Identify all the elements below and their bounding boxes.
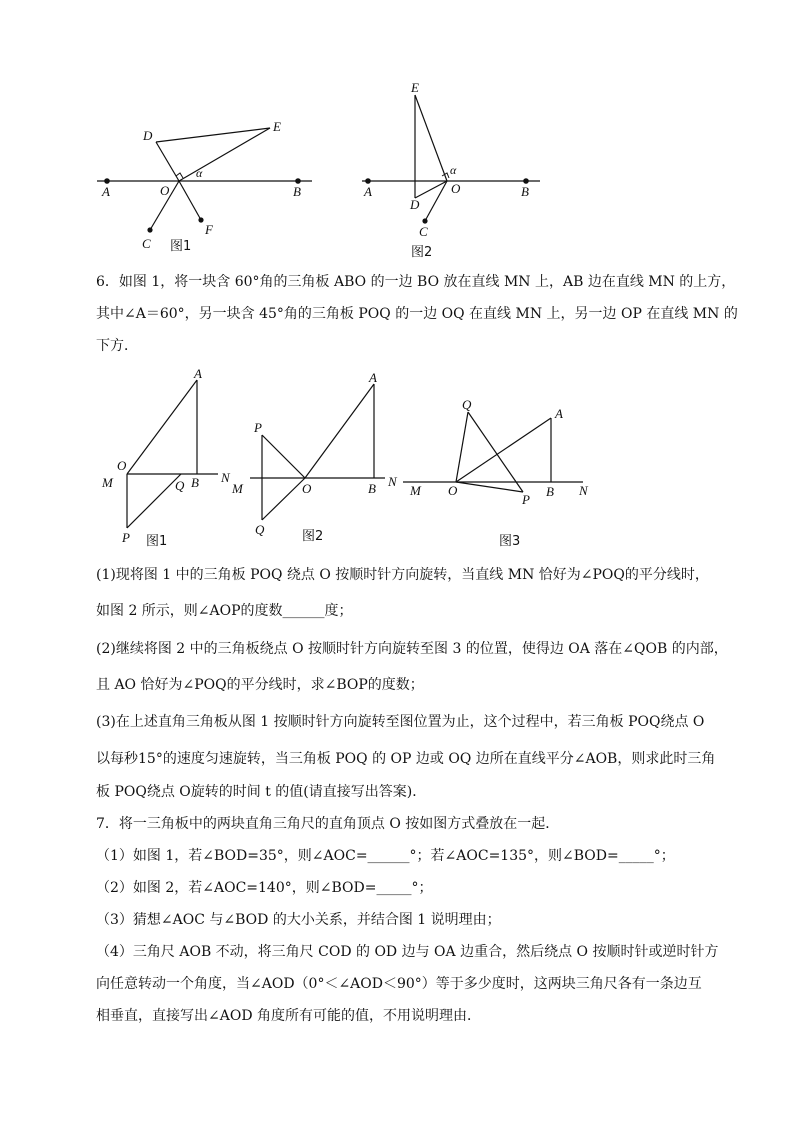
q6-line-2: 其中∠A＝60°，另一块含 45°角的三角板 POQ 的一边 OQ 在直线 MN 上，另一边 OP 在直线 MN 的 (96, 306, 738, 322)
point-c (147, 227, 152, 232)
top-figure-1 (97, 119, 312, 254)
q6-sub2-line-1: (2)继续将图 2 中的三角板绕点 O 按顺时针方向旋转至图 3 的位置，使得边 OA 落在∠QOB 的内部， (96, 641, 728, 657)
label-o: O (160, 183, 170, 198)
q6-figures (0, 362, 794, 552)
label-a: A (555, 406, 563, 421)
label-m: M (102, 475, 113, 490)
label-b: B (191, 475, 199, 490)
label-d: D (143, 128, 153, 143)
figure-caption: 图3 (499, 534, 521, 549)
q7-sub2: （2）如图 2，若∠AOC=140°，则∠BOD=_____°； (96, 880, 433, 896)
label-e: E (273, 119, 281, 134)
q6-sub3-line-2: 以每秒15°的速度匀速旋转，当三角板 POQ 的 OP 边或 OQ 边所在直线平分∠AOB，则求此时三角 (96, 751, 716, 767)
label-a: A (194, 366, 202, 381)
q6-line-3: 下方． (96, 338, 138, 354)
label-b: B (368, 481, 376, 496)
label-o: O (117, 458, 127, 473)
point-b (295, 178, 301, 184)
q7-sub1: （1）如图 1，若∠BOD=35°，则∠AOC=______°；若∠AOC=135°，则∠BOD=_____°； (96, 848, 675, 864)
point-c (422, 218, 427, 223)
label-a: A (364, 184, 372, 199)
label-a: A (369, 370, 377, 385)
label-b: B (521, 184, 529, 199)
q6-sub3-line-3: 板 POQ绕点 O旋转的时间 t 的值(请直接写出答案)． (96, 784, 427, 800)
q7-sub4-line-2: 向任意转动一个角度，当∠AOD（0°＜∠AOD＜90°）等于多少度时，这两块三角尺各有一条边互 (96, 976, 702, 992)
q6-figure-2 (231, 370, 398, 544)
q6-sub3-line-1: (3)在上述直角三角板从图 1 按顺时针方向旋转至图位置为止，这个过程中，若三角板 POQ绕点 O (96, 714, 705, 730)
label-alpha: α (196, 166, 203, 180)
label-p: P (122, 530, 130, 545)
q6-sub1-line-1: (1)现将图 1 中的三角板 POQ 绕点 O 按顺时针方向旋转，当直线 MN 恰好为∠POQ的平分线时， (96, 567, 709, 583)
label-c: C (419, 224, 428, 239)
label-o: O (302, 481, 312, 496)
label-p: P (522, 492, 530, 507)
q6-sub1-line-2: 如图 2 所示，则∠AOP的度数______度； (96, 603, 353, 619)
label-p: P (254, 420, 262, 435)
label-n: N (579, 483, 588, 498)
point-f (198, 217, 203, 222)
label-b: B (293, 184, 301, 199)
label-n: N (221, 470, 230, 485)
label-m: M (232, 481, 243, 496)
label-alpha: α (450, 163, 457, 177)
q6-sub2-line-2: 且 AO 恰好为∠POQ的平分线时，求∠BOP的度数； (96, 677, 424, 693)
label-a: A (102, 184, 110, 199)
q6-figure-3 (403, 397, 589, 549)
q6-figure-1 (101, 366, 231, 549)
q7-sub4-line-3: 相垂直，直接写出∠AOD 角度所有可能的值，不用说明理由． (96, 1008, 481, 1024)
label-b: B (546, 484, 554, 499)
figure-caption: 图1 (146, 534, 168, 549)
figure-caption: 图1 (170, 239, 192, 254)
q7-sub3: （3）猜想∠AOC 与∠BOD 的大小关系，并结合图 1 说明理由； (96, 912, 501, 928)
label-q: Q (255, 522, 265, 537)
q6-line-1: 6．如图 1，将一块含 60°角的三角板 ABO 的一边 BO 放在直线 MN 上，AB 边在直线 MN 的上方， (96, 274, 736, 290)
label-f: F (205, 222, 213, 237)
top-figures (0, 0, 794, 270)
top-figure-2 (362, 80, 540, 260)
label-q: Q (175, 478, 185, 493)
label-d: D (410, 197, 420, 212)
q7-line-1: 7．将一三角板中的两块直角三角尺的直角顶点 O 按如图方式叠放在一起． (96, 816, 560, 832)
label-m: M (410, 483, 421, 498)
label-o: O (448, 483, 458, 498)
figure-caption: 图2 (302, 529, 324, 544)
label-e: E (411, 80, 419, 95)
label-c: C (142, 236, 151, 251)
point-b (523, 178, 529, 184)
figure-caption: 图2 (411, 245, 433, 260)
label-n: N (388, 474, 397, 489)
q7-sub4-line-1: （4）三角尺 AOB 不动，将三角尺 COD 的 OD 边与 OA 边重合，然后绕点 O 按顺时针或逆时针方 (96, 944, 719, 960)
label-q: Q (462, 397, 472, 412)
point-a (365, 178, 371, 184)
point-a (104, 178, 110, 184)
label-o: O (451, 181, 461, 196)
